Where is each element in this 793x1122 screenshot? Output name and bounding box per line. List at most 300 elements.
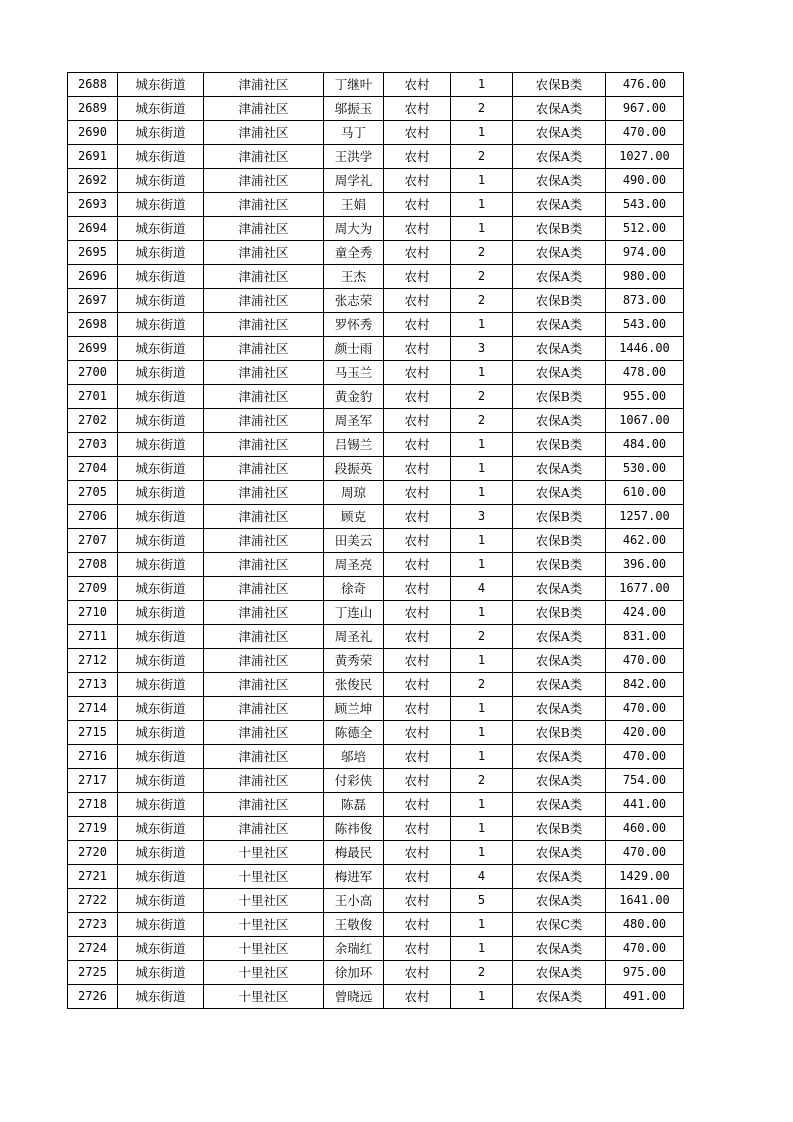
- area-type-cell: 农村: [384, 481, 451, 505]
- row-index-cell: 2721: [68, 865, 118, 889]
- table-row: [68, 337, 684, 361]
- table-row: [68, 961, 684, 985]
- row-index-cell: 2706: [68, 505, 118, 529]
- household-count-cell: 1: [451, 217, 513, 241]
- household-count-cell: 1: [451, 361, 513, 385]
- name-cell: 黄金豹: [324, 385, 384, 409]
- household-count-cell: 2: [451, 265, 513, 289]
- table-row: [68, 241, 684, 265]
- household-count-cell: 1: [451, 169, 513, 193]
- household-count-cell: 1: [451, 649, 513, 673]
- area-type-cell: 农村: [384, 97, 451, 121]
- amount-cell: 1067.00: [606, 409, 684, 433]
- community-cell: 津浦社区: [204, 721, 324, 745]
- name-cell: 王洪学: [324, 145, 384, 169]
- row-index-cell: 2693: [68, 193, 118, 217]
- household-count-cell: 5: [451, 889, 513, 913]
- household-count-cell: 2: [451, 97, 513, 121]
- community-cell: 津浦社区: [204, 361, 324, 385]
- table-row: [68, 817, 684, 841]
- community-cell: 十里社区: [204, 865, 324, 889]
- insurance-type-cell: 农保A类: [513, 169, 606, 193]
- row-index-cell: 2712: [68, 649, 118, 673]
- insurance-type-cell: 农保A类: [513, 313, 606, 337]
- insurance-type-cell: 农保A类: [513, 889, 606, 913]
- name-cell: 徐加环: [324, 961, 384, 985]
- amount-cell: 470.00: [606, 697, 684, 721]
- street-cell: 城东街道: [118, 769, 204, 793]
- community-cell: 津浦社区: [204, 601, 324, 625]
- household-count-cell: 1: [451, 481, 513, 505]
- insurance-type-cell: 农保A类: [513, 265, 606, 289]
- table-row: [68, 913, 684, 937]
- amount-cell: 1257.00: [606, 505, 684, 529]
- table-row: [68, 937, 684, 961]
- name-cell: 田美云: [324, 529, 384, 553]
- name-cell: 马玉兰: [324, 361, 384, 385]
- insurance-type-cell: 农保B类: [513, 217, 606, 241]
- amount-cell: 460.00: [606, 817, 684, 841]
- row-index-cell: 2705: [68, 481, 118, 505]
- household-count-cell: 2: [451, 961, 513, 985]
- street-cell: 城东街道: [118, 505, 204, 529]
- amount-cell: 967.00: [606, 97, 684, 121]
- name-cell: 邬振玉: [324, 97, 384, 121]
- row-index-cell: 2699: [68, 337, 118, 361]
- name-cell: 曾晓远: [324, 985, 384, 1009]
- street-cell: 城东街道: [118, 217, 204, 241]
- household-count-cell: 1: [451, 913, 513, 937]
- row-index-cell: 2702: [68, 409, 118, 433]
- amount-cell: 478.00: [606, 361, 684, 385]
- area-type-cell: 农村: [384, 817, 451, 841]
- amount-cell: 975.00: [606, 961, 684, 985]
- roster-table: [67, 72, 684, 1009]
- name-cell: 吕锡兰: [324, 433, 384, 457]
- street-cell: 城东街道: [118, 913, 204, 937]
- insurance-type-cell: 农保B类: [513, 553, 606, 577]
- household-count-cell: 2: [451, 385, 513, 409]
- insurance-type-cell: 农保A类: [513, 673, 606, 697]
- area-type-cell: 农村: [384, 121, 451, 145]
- insurance-type-cell: 农保B类: [513, 505, 606, 529]
- area-type-cell: 农村: [384, 985, 451, 1009]
- community-cell: 津浦社区: [204, 529, 324, 553]
- name-cell: 段振英: [324, 457, 384, 481]
- street-cell: 城东街道: [118, 985, 204, 1009]
- amount-cell: 470.00: [606, 937, 684, 961]
- table-row: [68, 841, 684, 865]
- name-cell: 王娟: [324, 193, 384, 217]
- community-cell: 十里社区: [204, 841, 324, 865]
- amount-cell: 480.00: [606, 913, 684, 937]
- area-type-cell: 农村: [384, 721, 451, 745]
- table-row: [68, 865, 684, 889]
- table-row: [68, 649, 684, 673]
- table-body: [68, 73, 684, 1009]
- street-cell: 城东街道: [118, 793, 204, 817]
- area-type-cell: 农村: [384, 145, 451, 169]
- row-index-cell: 2713: [68, 673, 118, 697]
- name-cell: 周大为: [324, 217, 384, 241]
- street-cell: 城东街道: [118, 313, 204, 337]
- community-cell: 津浦社区: [204, 745, 324, 769]
- insurance-type-cell: 农保A类: [513, 985, 606, 1009]
- amount-cell: 873.00: [606, 289, 684, 313]
- street-cell: 城东街道: [118, 457, 204, 481]
- area-type-cell: 农村: [384, 673, 451, 697]
- row-index-cell: 2692: [68, 169, 118, 193]
- name-cell: 梅最民: [324, 841, 384, 865]
- community-cell: 十里社区: [204, 985, 324, 1009]
- name-cell: 张俊民: [324, 673, 384, 697]
- street-cell: 城东街道: [118, 409, 204, 433]
- table-row: [68, 361, 684, 385]
- community-cell: 十里社区: [204, 937, 324, 961]
- household-count-cell: 2: [451, 409, 513, 433]
- insurance-type-cell: 农保A类: [513, 697, 606, 721]
- amount-cell: 831.00: [606, 625, 684, 649]
- row-index-cell: 2718: [68, 793, 118, 817]
- amount-cell: 1027.00: [606, 145, 684, 169]
- insurance-type-cell: 农保A类: [513, 145, 606, 169]
- name-cell: 王杰: [324, 265, 384, 289]
- name-cell: 颜士雨: [324, 337, 384, 361]
- table-row: [68, 673, 684, 697]
- street-cell: 城东街道: [118, 97, 204, 121]
- table-row: [68, 769, 684, 793]
- table-row: [68, 169, 684, 193]
- amount-cell: 543.00: [606, 313, 684, 337]
- name-cell: 丁连山: [324, 601, 384, 625]
- household-count-cell: 4: [451, 865, 513, 889]
- table-row: [68, 745, 684, 769]
- household-count-cell: 1: [451, 193, 513, 217]
- street-cell: 城东街道: [118, 193, 204, 217]
- table-row: [68, 457, 684, 481]
- street-cell: 城东街道: [118, 625, 204, 649]
- community-cell: 津浦社区: [204, 193, 324, 217]
- amount-cell: 484.00: [606, 433, 684, 457]
- community-cell: 津浦社区: [204, 433, 324, 457]
- amount-cell: 462.00: [606, 529, 684, 553]
- household-count-cell: 2: [451, 625, 513, 649]
- area-type-cell: 农村: [384, 529, 451, 553]
- insurance-type-cell: 农保A类: [513, 865, 606, 889]
- table-row: [68, 313, 684, 337]
- table-row: [68, 529, 684, 553]
- area-type-cell: 农村: [384, 313, 451, 337]
- insurance-type-cell: 农保A类: [513, 193, 606, 217]
- name-cell: 周学礼: [324, 169, 384, 193]
- row-index-cell: 2701: [68, 385, 118, 409]
- row-index-cell: 2698: [68, 313, 118, 337]
- name-cell: 陈祎俊: [324, 817, 384, 841]
- row-index-cell: 2714: [68, 697, 118, 721]
- household-count-cell: 1: [451, 745, 513, 769]
- household-count-cell: 2: [451, 289, 513, 313]
- row-index-cell: 2695: [68, 241, 118, 265]
- name-cell: 梅进军: [324, 865, 384, 889]
- street-cell: 城东街道: [118, 673, 204, 697]
- street-cell: 城东街道: [118, 817, 204, 841]
- amount-cell: 441.00: [606, 793, 684, 817]
- name-cell: 周琼: [324, 481, 384, 505]
- amount-cell: 1641.00: [606, 889, 684, 913]
- amount-cell: 842.00: [606, 673, 684, 697]
- area-type-cell: 农村: [384, 217, 451, 241]
- household-count-cell: 2: [451, 145, 513, 169]
- row-index-cell: 2703: [68, 433, 118, 457]
- community-cell: 津浦社区: [204, 73, 324, 97]
- community-cell: 津浦社区: [204, 289, 324, 313]
- table-row: [68, 409, 684, 433]
- table-row: [68, 193, 684, 217]
- row-index-cell: 2696: [68, 265, 118, 289]
- name-cell: 顾克: [324, 505, 384, 529]
- area-type-cell: 农村: [384, 625, 451, 649]
- community-cell: 津浦社区: [204, 313, 324, 337]
- street-cell: 城东街道: [118, 121, 204, 145]
- street-cell: 城东街道: [118, 841, 204, 865]
- street-cell: 城东街道: [118, 481, 204, 505]
- household-count-cell: 4: [451, 577, 513, 601]
- row-index-cell: 2722: [68, 889, 118, 913]
- community-cell: 津浦社区: [204, 481, 324, 505]
- street-cell: 城东街道: [118, 241, 204, 265]
- area-type-cell: 农村: [384, 553, 451, 577]
- name-cell: 马丁: [324, 121, 384, 145]
- amount-cell: 396.00: [606, 553, 684, 577]
- area-type-cell: 农村: [384, 433, 451, 457]
- amount-cell: 490.00: [606, 169, 684, 193]
- table-row: [68, 265, 684, 289]
- name-cell: 陈德全: [324, 721, 384, 745]
- street-cell: 城东街道: [118, 385, 204, 409]
- area-type-cell: 农村: [384, 841, 451, 865]
- row-index-cell: 2716: [68, 745, 118, 769]
- table-row: [68, 385, 684, 409]
- name-cell: 周圣亮: [324, 553, 384, 577]
- area-type-cell: 农村: [384, 73, 451, 97]
- area-type-cell: 农村: [384, 505, 451, 529]
- street-cell: 城东街道: [118, 337, 204, 361]
- community-cell: 津浦社区: [204, 625, 324, 649]
- household-count-cell: 1: [451, 721, 513, 745]
- name-cell: 余瑞红: [324, 937, 384, 961]
- insurance-type-cell: 农保A类: [513, 769, 606, 793]
- insurance-type-cell: 农保A类: [513, 481, 606, 505]
- street-cell: 城东街道: [118, 937, 204, 961]
- row-index-cell: 2717: [68, 769, 118, 793]
- community-cell: 十里社区: [204, 889, 324, 913]
- household-count-cell: 1: [451, 841, 513, 865]
- row-index-cell: 2719: [68, 817, 118, 841]
- table-row: [68, 481, 684, 505]
- table-row: [68, 697, 684, 721]
- area-type-cell: 农村: [384, 769, 451, 793]
- insurance-type-cell: 农保A类: [513, 745, 606, 769]
- street-cell: 城东街道: [118, 697, 204, 721]
- community-cell: 津浦社区: [204, 169, 324, 193]
- amount-cell: 470.00: [606, 121, 684, 145]
- area-type-cell: 农村: [384, 361, 451, 385]
- insurance-type-cell: 农保A类: [513, 457, 606, 481]
- community-cell: 津浦社区: [204, 817, 324, 841]
- street-cell: 城东街道: [118, 745, 204, 769]
- table-row: [68, 577, 684, 601]
- row-index-cell: 2704: [68, 457, 118, 481]
- area-type-cell: 农村: [384, 241, 451, 265]
- area-type-cell: 农村: [384, 961, 451, 985]
- household-count-cell: 1: [451, 313, 513, 337]
- area-type-cell: 农村: [384, 409, 451, 433]
- insurance-type-cell: 农保A类: [513, 841, 606, 865]
- table-row: [68, 553, 684, 577]
- name-cell: 邬培: [324, 745, 384, 769]
- name-cell: 丁继叶: [324, 73, 384, 97]
- insurance-type-cell: 农保B类: [513, 601, 606, 625]
- table-row: [68, 625, 684, 649]
- household-count-cell: 2: [451, 769, 513, 793]
- area-type-cell: 农村: [384, 913, 451, 937]
- name-cell: 王小高: [324, 889, 384, 913]
- household-count-cell: 1: [451, 457, 513, 481]
- household-count-cell: 1: [451, 985, 513, 1009]
- community-cell: 津浦社区: [204, 673, 324, 697]
- street-cell: 城东街道: [118, 433, 204, 457]
- insurance-type-cell: 农保C类: [513, 913, 606, 937]
- table-row: [68, 985, 684, 1009]
- row-index-cell: 2726: [68, 985, 118, 1009]
- row-index-cell: 2690: [68, 121, 118, 145]
- amount-cell: 470.00: [606, 745, 684, 769]
- row-index-cell: 2694: [68, 217, 118, 241]
- name-cell: 童全秀: [324, 241, 384, 265]
- household-count-cell: 1: [451, 553, 513, 577]
- street-cell: 城东街道: [118, 865, 204, 889]
- community-cell: 津浦社区: [204, 265, 324, 289]
- name-cell: 陈磊: [324, 793, 384, 817]
- amount-cell: 955.00: [606, 385, 684, 409]
- street-cell: 城东街道: [118, 577, 204, 601]
- insurance-type-cell: 农保B类: [513, 433, 606, 457]
- table-row: [68, 121, 684, 145]
- community-cell: 津浦社区: [204, 241, 324, 265]
- street-cell: 城东街道: [118, 265, 204, 289]
- name-cell: 罗怀秀: [324, 313, 384, 337]
- community-cell: 十里社区: [204, 961, 324, 985]
- name-cell: 张志荣: [324, 289, 384, 313]
- community-cell: 津浦社区: [204, 145, 324, 169]
- area-type-cell: 农村: [384, 601, 451, 625]
- amount-cell: 980.00: [606, 265, 684, 289]
- insurance-type-cell: 农保A类: [513, 121, 606, 145]
- table-row: [68, 97, 684, 121]
- area-type-cell: 农村: [384, 889, 451, 913]
- table-row: [68, 793, 684, 817]
- amount-cell: 1677.00: [606, 577, 684, 601]
- street-cell: 城东街道: [118, 361, 204, 385]
- row-index-cell: 2724: [68, 937, 118, 961]
- street-cell: 城东街道: [118, 889, 204, 913]
- amount-cell: 470.00: [606, 841, 684, 865]
- amount-cell: 530.00: [606, 457, 684, 481]
- name-cell: 付彩侠: [324, 769, 384, 793]
- community-cell: 津浦社区: [204, 505, 324, 529]
- row-index-cell: 2708: [68, 553, 118, 577]
- community-cell: 津浦社区: [204, 769, 324, 793]
- table-row: [68, 289, 684, 313]
- name-cell: 徐奇: [324, 577, 384, 601]
- area-type-cell: 农村: [384, 337, 451, 361]
- row-index-cell: 2720: [68, 841, 118, 865]
- insurance-type-cell: 农保B类: [513, 385, 606, 409]
- household-count-cell: 3: [451, 337, 513, 361]
- insurance-type-cell: 农保B类: [513, 721, 606, 745]
- table-row: [68, 217, 684, 241]
- household-count-cell: 1: [451, 697, 513, 721]
- household-count-cell: 1: [451, 601, 513, 625]
- area-type-cell: 农村: [384, 265, 451, 289]
- community-cell: 津浦社区: [204, 649, 324, 673]
- amount-cell: 424.00: [606, 601, 684, 625]
- amount-cell: 543.00: [606, 193, 684, 217]
- area-type-cell: 农村: [384, 793, 451, 817]
- row-index-cell: 2691: [68, 145, 118, 169]
- row-index-cell: 2689: [68, 97, 118, 121]
- insurance-type-cell: 农保A类: [513, 577, 606, 601]
- name-cell: 黄秀荣: [324, 649, 384, 673]
- row-index-cell: 2725: [68, 961, 118, 985]
- area-type-cell: 农村: [384, 745, 451, 769]
- household-count-cell: 1: [451, 73, 513, 97]
- table-row: [68, 145, 684, 169]
- area-type-cell: 农村: [384, 169, 451, 193]
- street-cell: 城东街道: [118, 73, 204, 97]
- insurance-type-cell: 农保B类: [513, 73, 606, 97]
- area-type-cell: 农村: [384, 649, 451, 673]
- amount-cell: 1446.00: [606, 337, 684, 361]
- row-index-cell: 2709: [68, 577, 118, 601]
- area-type-cell: 农村: [384, 193, 451, 217]
- row-index-cell: 2710: [68, 601, 118, 625]
- amount-cell: 476.00: [606, 73, 684, 97]
- row-index-cell: 2688: [68, 73, 118, 97]
- community-cell: 津浦社区: [204, 793, 324, 817]
- community-cell: 十里社区: [204, 913, 324, 937]
- street-cell: 城东街道: [118, 601, 204, 625]
- area-type-cell: 农村: [384, 577, 451, 601]
- insurance-type-cell: 农保A类: [513, 241, 606, 265]
- row-index-cell: 2711: [68, 625, 118, 649]
- insurance-type-cell: 农保A类: [513, 625, 606, 649]
- household-count-cell: 2: [451, 673, 513, 697]
- household-count-cell: 1: [451, 793, 513, 817]
- amount-cell: 491.00: [606, 985, 684, 1009]
- insurance-type-cell: 农保A类: [513, 961, 606, 985]
- community-cell: 津浦社区: [204, 553, 324, 577]
- table-row: [68, 889, 684, 913]
- area-type-cell: 农村: [384, 289, 451, 313]
- community-cell: 津浦社区: [204, 409, 324, 433]
- street-cell: 城东街道: [118, 553, 204, 577]
- table-row: [68, 433, 684, 457]
- insurance-type-cell: 农保B类: [513, 817, 606, 841]
- household-count-cell: 1: [451, 433, 513, 457]
- row-index-cell: 2707: [68, 529, 118, 553]
- name-cell: 周圣军: [324, 409, 384, 433]
